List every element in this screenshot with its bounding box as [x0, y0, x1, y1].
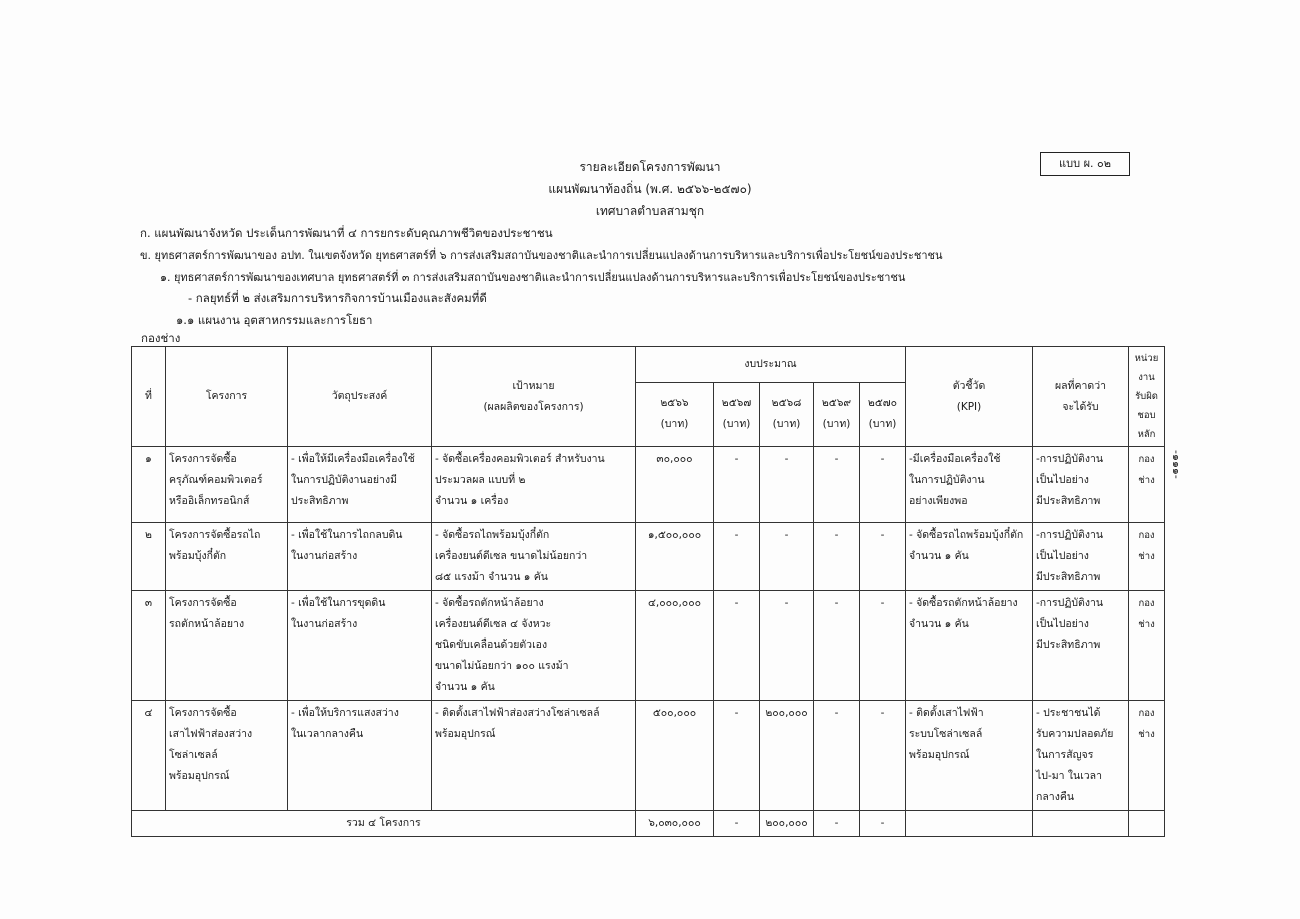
row-budget-2567: -: [714, 591, 760, 701]
year-header: [636, 382, 714, 446]
col-kpi-header: [906, 347, 1033, 447]
row-kpi: -มีเครื่องมือเครื่องใช้ ในการปฏิบัติงาน อย่างเพียงพอ: [906, 447, 1033, 523]
row-budget-2568: -: [760, 523, 814, 591]
col-no-header: ที่: [132, 347, 166, 447]
total-budget-2566: ๖,๐๓๐,๐๐๐: [636, 811, 714, 837]
row-responsible: กองช่าง: [1129, 591, 1165, 701]
form-code-box: แบบ ผ. ๐๒: [1040, 152, 1130, 176]
year-header: [760, 382, 814, 446]
row-objective: - เพื่อให้บริการแสงสว่าง ในเวลากลางคืน: [288, 701, 432, 811]
year-label: ๒๕๖๖: [660, 397, 689, 410]
project-table: [131, 346, 1165, 837]
col-responsible-header: หน่วยงาน รับผิดชอบ หลัก: [1129, 347, 1165, 447]
total-label: รวม ๔ โครงการ: [132, 811, 636, 837]
row-budget-2568: ๒๐๐,๐๐๐: [760, 701, 814, 811]
table-row: [132, 523, 1165, 591]
header-row: [132, 347, 1165, 383]
tactic-line: - กลยุทธ์ที่ ๒ ส่งเสริมการบริหารกิจการบ้านเมืองและสังคมที่ดี: [188, 291, 487, 305]
year-header: [814, 382, 860, 446]
row-budget-2569: -: [814, 591, 860, 701]
row-objective: - เพื่อให้มีเครื่องมือเครื่องใช้ ในการปฏิบัติงานอย่างมี ประสิทธิภาพ: [288, 447, 432, 523]
row-expected: -การปฏิบัติงาน เป็นไปอย่าง มีประสิทธิภาพ: [1033, 447, 1129, 523]
unit-label: (บาท): [868, 418, 897, 431]
year-label: ๒๕๗๐: [867, 397, 898, 410]
table-row: [132, 591, 1165, 701]
row-budget-2570: -: [860, 591, 906, 701]
kpi-header-label: ตัวชี้วัด: [952, 379, 986, 392]
row-no: ๔: [132, 701, 166, 811]
row-no: ๑: [132, 447, 166, 523]
target-header-label: เป้าหมาย: [512, 379, 555, 392]
col-target-header: [432, 347, 636, 447]
row-budget-2567: -: [714, 701, 760, 811]
year-label: ๒๕๖๙: [821, 397, 852, 410]
row-budget-2570: -: [860, 701, 906, 811]
row-target: - ติดตั้งเสาไฟฟ้าส่องสว่างโซล่าเซลล์ พร้อมอุปกรณ์: [432, 701, 636, 811]
municipal-strategy-line: ๑. ยุทธศาสตร์การพัฒนาของเทศบาล ยุทธศาสตร์ที่ ๓ การส่งเสริมสถาบันของชาติและนำการเปลี่ยนแปลงด้านการบริหารและบริการเพื่อประโยชน์ของประชาชน: [160, 271, 906, 284]
row-objective: - เพื่อใช้ในการขุดดิน ในงานก่อสร้าง: [288, 591, 432, 701]
total-budget-2570: -: [860, 811, 906, 837]
row-budget-2567: -: [714, 447, 760, 523]
row-expected: -การปฏิบัติงาน เป็นไปอย่าง มีประสิทธิภาพ: [1033, 523, 1129, 591]
row-target: - จัดซื้อรถตักหน้าล้อยาง เครื่องยนต์ดีเซล ๔ จังหวะ ชนิดขับเคลื่อนด้วยตัวเอง ขนาดไม่น้อยกว่า ๑๐๐ แรงม้า จำนวน ๑ คัน: [432, 591, 636, 701]
row-budget-2570: -: [860, 447, 906, 523]
workplan-line: ๑.๑ แผนงาน อุตสาหกรรมและการโยธา: [176, 313, 373, 327]
kpi-header-sub: (KPI): [956, 400, 982, 413]
row-kpi: - ติดตั้งเสาไฟฟ้า ระบบโซล่าเซลล์ พร้อมอุปกรณ์: [906, 701, 1033, 811]
organization-name: เทศบาลตำบลสามชุก: [595, 204, 705, 218]
document-subtitle: แผนพัฒนาท้องถิ่น (พ.ศ. ๒๕๖๖-๒๕๗๐): [548, 182, 752, 196]
row-expected: - ประชาชนได้ รับความปลอดภัย ในการสัญจร ไป-มา ในเวลา กลางคืน: [1033, 701, 1129, 811]
col-expected-header: [1033, 347, 1129, 447]
local-strategy-line: ข. ยุทธศาสตร์การพัฒนาของ อปท. ในเขตจังหวัด ยุทธศาสตร์ที่ ๖ การส่งเสริมสถาบันของชาติและนำการเปลี่ยนแปลงด้านการบริหารและบริการเพื่อประโยชน์ของประชาชน: [140, 249, 943, 262]
row-kpi: - จัดซื้อรถตักหน้าล้อยาง จำนวน ๑ คัน: [906, 591, 1033, 701]
row-budget-2568: -: [760, 591, 814, 701]
total-budget-2567: -: [714, 811, 760, 837]
row-responsible: กองช่าง: [1129, 701, 1165, 811]
row-target: - จัดซื้อเครื่องคอมพิวเตอร์ สำหรับงาน ประมวลผล แบบที่ ๒ จำนวน ๑ เครื่อง: [432, 447, 636, 523]
row-expected: -การปฏิบัติงาน เป็นไปอย่าง มีประสิทธิภาพ: [1033, 591, 1129, 701]
col-objective-header: วัตถุประสงค์: [288, 347, 432, 447]
total-row: [132, 811, 1165, 837]
year-label: ๒๕๖๗: [721, 397, 752, 410]
row-budget-2566: ๔,๐๐๐,๐๐๐: [636, 591, 714, 701]
total-empty-cell: [1033, 811, 1129, 837]
division-label: กองช่าง: [141, 331, 181, 345]
row-project: โครงการจัดซื้อ ครุภัณฑ์คอมพิวเตอร์ หรืออิเล็กทรอนิกส์: [166, 447, 288, 523]
total-budget-2569: -: [814, 811, 860, 837]
table-row: [132, 701, 1165, 811]
province-plan-line: ก. แผนพัฒนาจังหวัด ประเด็นการพัฒนาที่ ๔ การยกระดับคุณภาพชีวิตของประชาชน: [140, 226, 553, 240]
table-row: [132, 447, 1165, 523]
page-number: -๑๑๑-: [1170, 450, 1183, 479]
row-budget-2566: ๓๐,๐๐๐: [636, 447, 714, 523]
row-project: โครงการจัดซื้อรถไถ พร้อมบุ้งกี๋ตัก: [166, 523, 288, 591]
unit-label: (บาท): [772, 418, 801, 431]
row-no: ๒: [132, 523, 166, 591]
row-budget-2570: -: [860, 523, 906, 591]
total-budget-2568: ๒๐๐,๐๐๐: [760, 811, 814, 837]
expected-header-sub: จะได้รับ: [1062, 400, 1099, 413]
total-empty-cell: [906, 811, 1033, 837]
row-project: โครงการจัดซื้อ รถตักหน้าล้อยาง: [166, 591, 288, 701]
row-budget-2567: -: [714, 523, 760, 591]
col-project-header: โครงการ: [166, 347, 288, 447]
expected-header-label: ผลที่คาดว่า: [1054, 379, 1107, 392]
row-budget-2569: -: [814, 701, 860, 811]
year-header: [714, 382, 760, 446]
row-budget-2569: -: [814, 447, 860, 523]
document-title: รายละเอียดโครงการพัฒนา: [579, 160, 721, 174]
row-budget-2566: ๑,๕๐๐,๐๐๐: [636, 523, 714, 591]
year-header: [860, 382, 906, 446]
row-kpi: - จัดซื้อรถไถพร้อมบุ้งกี๋ตัก จำนวน ๑ คัน: [906, 523, 1033, 591]
row-target: - จัดซื้อรถไถพร้อมบุ้งกี๋ตัก เครื่องยนต์ดีเซล ขนาดไม่น้อยกว่า ๘๕ แรงม้า จำนวน ๑ คัน: [432, 523, 636, 591]
row-budget-2568: -: [760, 447, 814, 523]
row-responsible: กองช่าง: [1129, 447, 1165, 523]
row-objective: - เพื่อใช้ในการไถกลบดิน ในงานก่อสร้าง: [288, 523, 432, 591]
col-budget-header: งบประมาณ: [636, 347, 906, 383]
row-responsible: กองช่าง: [1129, 523, 1165, 591]
row-budget-2569: -: [814, 523, 860, 591]
year-label: ๒๕๖๘: [771, 397, 802, 410]
unit-label: (บาท): [660, 418, 689, 431]
row-project: โครงการจัดซื้อ เสาไฟฟ้าส่องสว่าง โซล่าเซลล์ พร้อมอุปกรณ์: [166, 701, 288, 811]
total-empty-cell: [1129, 811, 1165, 837]
unit-label: (บาท): [722, 418, 751, 431]
unit-label: (บาท): [822, 418, 851, 431]
row-budget-2566: ๕๐๐,๐๐๐: [636, 701, 714, 811]
target-header-sub: (ผลผลิตของโครงการ): [483, 400, 584, 413]
row-no: ๓: [132, 591, 166, 701]
